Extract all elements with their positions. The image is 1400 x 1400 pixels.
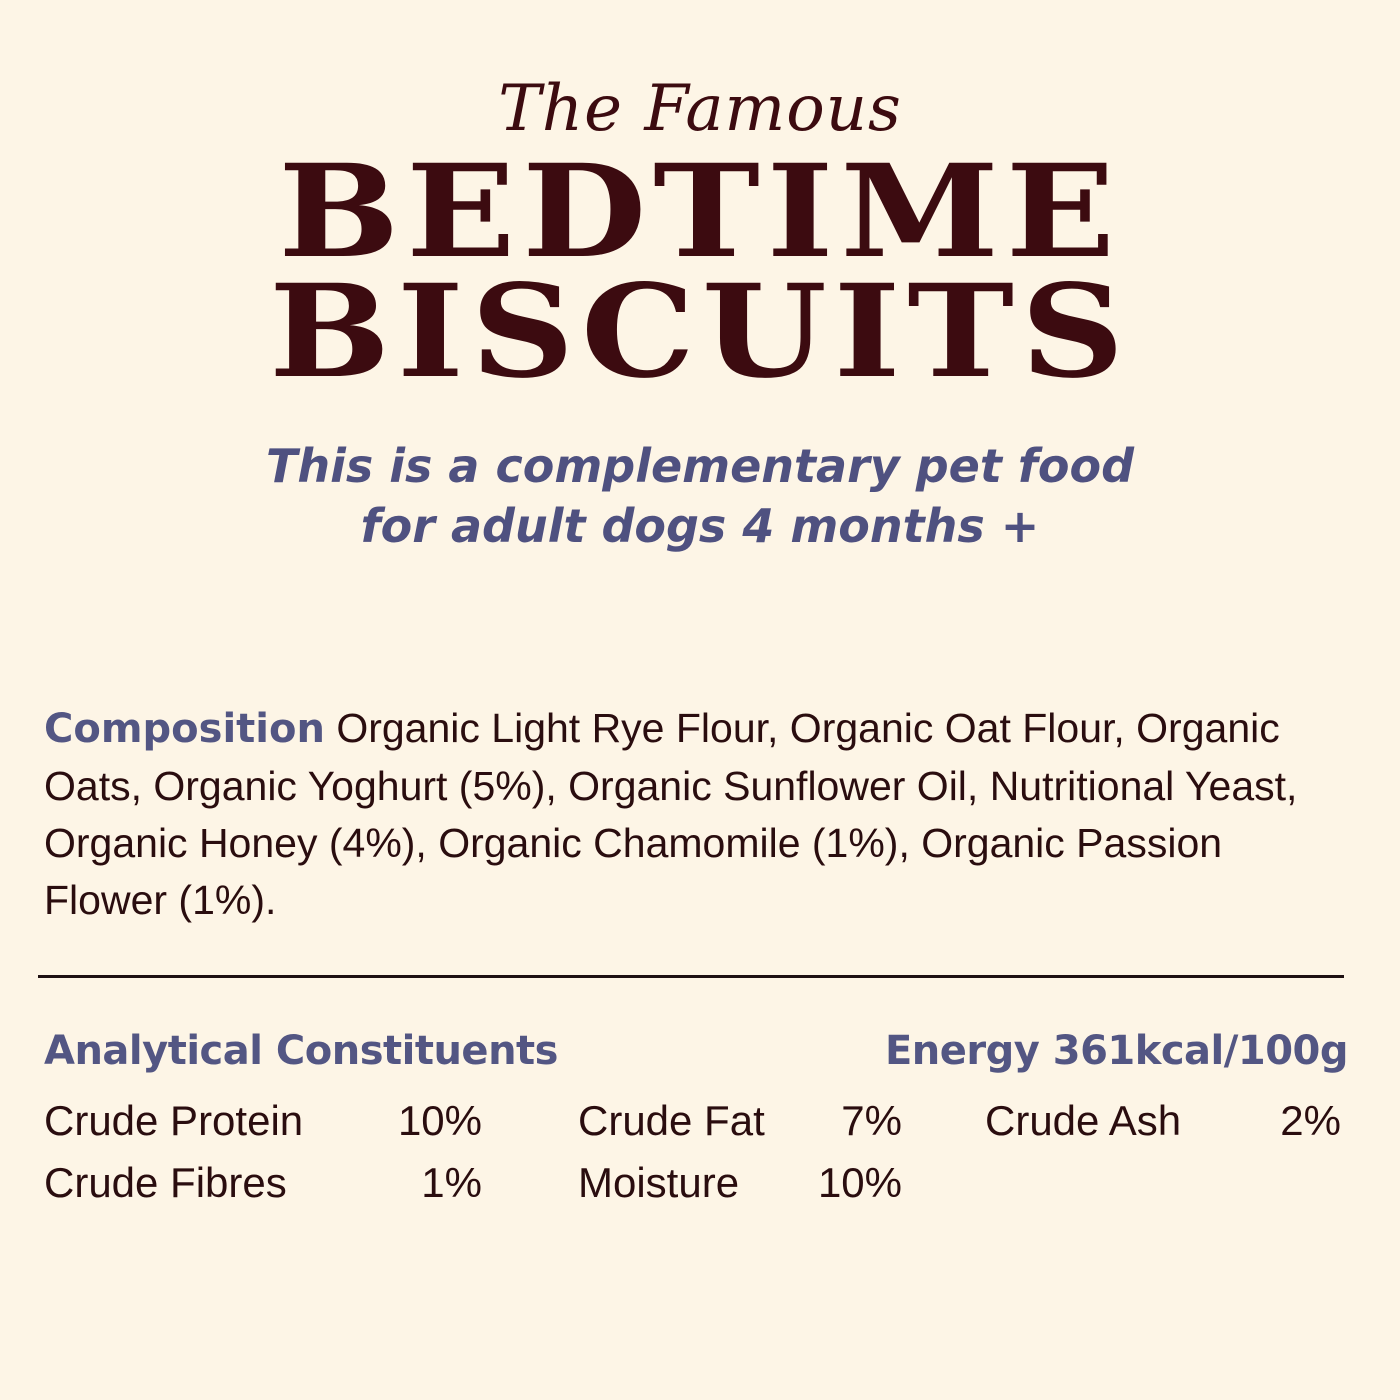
energy-value: Energy 361kcal/100g (884, 1028, 1348, 1074)
constituent-crude-protein (44, 1096, 482, 1146)
constituent-crude-fat (578, 1096, 902, 1146)
composition-label: Composition (44, 706, 325, 752)
subtitle-line1: This is a complementary pet food (265, 439, 1135, 493)
composition-text: Organic Light Rye Flour, Organic Oat Flour, Organic Oats, Organic Yoghurt (5%), Organic Sunflower Oil, Nutritional Yeast, Organic Honey (4%), Organic Chamomile (1%), Organic Passion Flower (1%). (44, 705, 1298, 923)
constituent-value: 10% (397, 1097, 482, 1144)
constituent-name: Moisture (578, 1159, 740, 1206)
constituent-value: 10% (817, 1159, 902, 1206)
constituent-value: 7% (841, 1097, 902, 1144)
product-title-line1: BEDTIME (278, 137, 1122, 287)
script-title: The Famous (498, 72, 902, 146)
composition-paragraph (44, 700, 1354, 929)
constituent-name: Crude Protein (44, 1097, 304, 1144)
analytical-constituents-heading: Analytical Constituents (44, 1028, 558, 1074)
constituent-name: Crude Fat (578, 1097, 765, 1144)
constituent-crude-fibres (44, 1158, 482, 1208)
divider (38, 975, 1344, 978)
constituent-crude-ash (985, 1096, 1341, 1146)
subtitle-line2: for adult dogs 4 months + (360, 499, 1040, 553)
product-title-line2: BISCUITS (269, 257, 1131, 407)
constituent-name: Crude Fibres (44, 1159, 287, 1206)
constituent-name: Crude Ash (985, 1097, 1182, 1144)
constituent-moisture (578, 1158, 902, 1208)
constituent-value: 1% (421, 1159, 482, 1206)
constituent-value: 2% (1280, 1097, 1341, 1144)
